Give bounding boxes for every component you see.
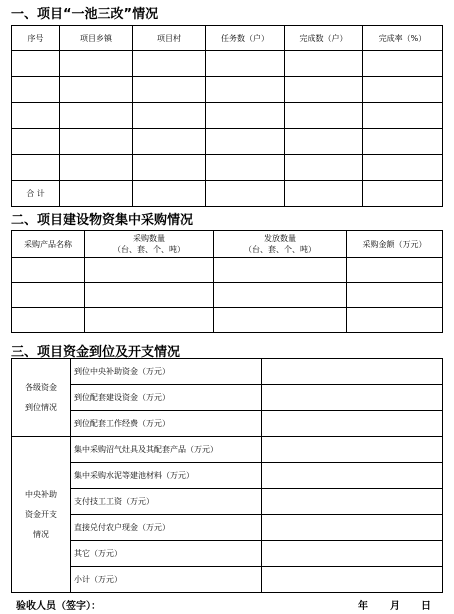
- table-row: [12, 308, 443, 333]
- row-label-cement-procurement: 集中采购水泥等建池材料（万元）: [71, 463, 262, 489]
- group-label-line: 情况: [33, 529, 49, 539]
- distribution-qty-label: 发放数量: [264, 234, 296, 243]
- row-label-matching-work-fund: 到位配套工作经费（万元）: [71, 411, 262, 437]
- table-header-row: [12, 231, 443, 258]
- total-label: 合 计: [12, 181, 60, 207]
- table-row: [12, 411, 443, 437]
- section1-title: 一、项目“一池三改”情况: [11, 7, 159, 22]
- table-cell[interactable]: [285, 129, 363, 155]
- value-cell[interactable]: [262, 541, 443, 567]
- section2-title: 二、项目建设物资集中采购情况: [11, 213, 194, 228]
- col-header-purchase-qty: [85, 231, 214, 258]
- total-row: [12, 181, 443, 207]
- table-cell[interactable]: [206, 129, 285, 155]
- table-row: [12, 567, 443, 593]
- funding-table: [11, 358, 443, 593]
- row-label-farmer-cash: 直接兑付农户现金（万元）: [71, 515, 262, 541]
- value-cell[interactable]: [262, 489, 443, 515]
- table-cell[interactable]: [206, 181, 285, 207]
- col-header-distribution-qty: [214, 231, 347, 258]
- row-label-other: 其它（万元）: [71, 541, 262, 567]
- table-cell[interactable]: [133, 77, 206, 103]
- table-cell[interactable]: [347, 258, 443, 283]
- table-cell[interactable]: [363, 103, 443, 129]
- table-row: [12, 515, 443, 541]
- purchase-qty-unit: （台、套、个、吨）: [113, 245, 185, 254]
- table-cell[interactable]: [206, 51, 285, 77]
- table-cell[interactable]: [285, 155, 363, 181]
- table-cell[interactable]: [85, 283, 214, 308]
- inspector-signature-label: 验收人员（签字）：: [16, 601, 101, 612]
- table-cell[interactable]: [85, 308, 214, 333]
- group-label-funding-arrival: [12, 359, 71, 437]
- table-cell[interactable]: [285, 103, 363, 129]
- table-row: [12, 51, 443, 77]
- table-cell[interactable]: [285, 181, 363, 207]
- col-header-done-count: 完成数（户）: [285, 26, 363, 51]
- table-cell[interactable]: [363, 51, 443, 77]
- completion-table: [11, 25, 443, 207]
- table-row: [12, 541, 443, 567]
- table-cell[interactable]: [285, 51, 363, 77]
- col-header-amount: 采购金额（万元）: [347, 231, 443, 258]
- table-cell[interactable]: [363, 155, 443, 181]
- table-cell[interactable]: [206, 155, 285, 181]
- table-cell[interactable]: [60, 103, 133, 129]
- col-header-index: 序号: [12, 26, 60, 51]
- row-label-stove-procurement: 集中采购沼气灶具及其配套产品（万元）: [71, 437, 262, 463]
- col-header-rate: 完成率（%）: [363, 26, 443, 51]
- table-cell[interactable]: [60, 155, 133, 181]
- table-cell[interactable]: [285, 77, 363, 103]
- table-row: [12, 437, 443, 463]
- table-row: [12, 77, 443, 103]
- group-label-line: 各级资金: [25, 382, 57, 392]
- table-cell[interactable]: [133, 103, 206, 129]
- table-row: [12, 129, 443, 155]
- date-month-label: 月: [390, 601, 400, 612]
- table-cell[interactable]: [12, 51, 60, 77]
- table-cell[interactable]: [12, 258, 85, 283]
- col-header-task-count: 任务数（户）: [206, 26, 285, 51]
- value-cell[interactable]: [262, 411, 443, 437]
- value-cell[interactable]: [262, 359, 443, 385]
- date-day-label: 日: [421, 601, 431, 612]
- table-cell[interactable]: [214, 283, 347, 308]
- table-cell[interactable]: [60, 181, 133, 207]
- value-cell[interactable]: [262, 515, 443, 541]
- table-cell[interactable]: [363, 77, 443, 103]
- value-cell[interactable]: [262, 463, 443, 489]
- group-label-line: 资金开支: [25, 509, 57, 519]
- table-cell[interactable]: [60, 51, 133, 77]
- purchase-qty-label: 采购数量: [133, 234, 165, 243]
- table-cell[interactable]: [12, 283, 85, 308]
- table-cell[interactable]: [133, 155, 206, 181]
- table-cell[interactable]: [133, 129, 206, 155]
- table-row: [12, 359, 443, 385]
- table-cell[interactable]: [206, 77, 285, 103]
- table-cell[interactable]: [214, 308, 347, 333]
- table-cell[interactable]: [347, 283, 443, 308]
- table-cell[interactable]: [363, 181, 443, 207]
- table-cell[interactable]: [133, 51, 206, 77]
- col-header-product: 采购产品名称: [12, 231, 85, 258]
- table-row: [12, 103, 443, 129]
- table-cell[interactable]: [133, 181, 206, 207]
- table-cell[interactable]: [85, 258, 214, 283]
- date-year-label: 年: [358, 601, 368, 612]
- col-header-village: 项目村: [133, 26, 206, 51]
- table-cell[interactable]: [363, 129, 443, 155]
- section3-title: 三、项目资金到位及开支情况: [11, 345, 181, 360]
- table-row: [12, 283, 443, 308]
- table-cell[interactable]: [12, 103, 60, 129]
- row-label-technician-wages: 支付技工工资（万元）: [71, 489, 262, 515]
- col-header-township: 项目乡镇: [60, 26, 133, 51]
- row-label-matching-construction: 到位配套建设资金（万元）: [71, 385, 262, 411]
- group-label-line: 中央补助: [25, 489, 57, 499]
- row-label-subtotal: 小计（万元）: [71, 567, 262, 593]
- value-cell[interactable]: [262, 385, 443, 411]
- procurement-table: [11, 230, 443, 333]
- distribution-qty-unit: （台、套、个、吨）: [244, 245, 316, 254]
- table-row: [12, 463, 443, 489]
- table-row: [12, 258, 443, 283]
- group-label-line: 到位情况: [25, 402, 57, 412]
- table-cell[interactable]: [60, 77, 133, 103]
- value-cell[interactable]: [262, 567, 443, 593]
- table-cell[interactable]: [214, 258, 347, 283]
- table-cell[interactable]: [12, 129, 60, 155]
- value-cell[interactable]: [262, 437, 443, 463]
- table-cell[interactable]: [347, 308, 443, 333]
- table-header-row: [12, 26, 443, 51]
- table-cell[interactable]: [12, 155, 60, 181]
- table-cell[interactable]: [206, 103, 285, 129]
- table-row: [12, 385, 443, 411]
- table-cell[interactable]: [60, 129, 133, 155]
- table-cell[interactable]: [12, 308, 85, 333]
- table-cell[interactable]: [12, 77, 60, 103]
- table-row: [12, 155, 443, 181]
- group-label-subsidy-spending: [12, 437, 71, 593]
- row-label-central-subsidy: 到位中央补助资金（万元）: [71, 359, 262, 385]
- table-row: [12, 489, 443, 515]
